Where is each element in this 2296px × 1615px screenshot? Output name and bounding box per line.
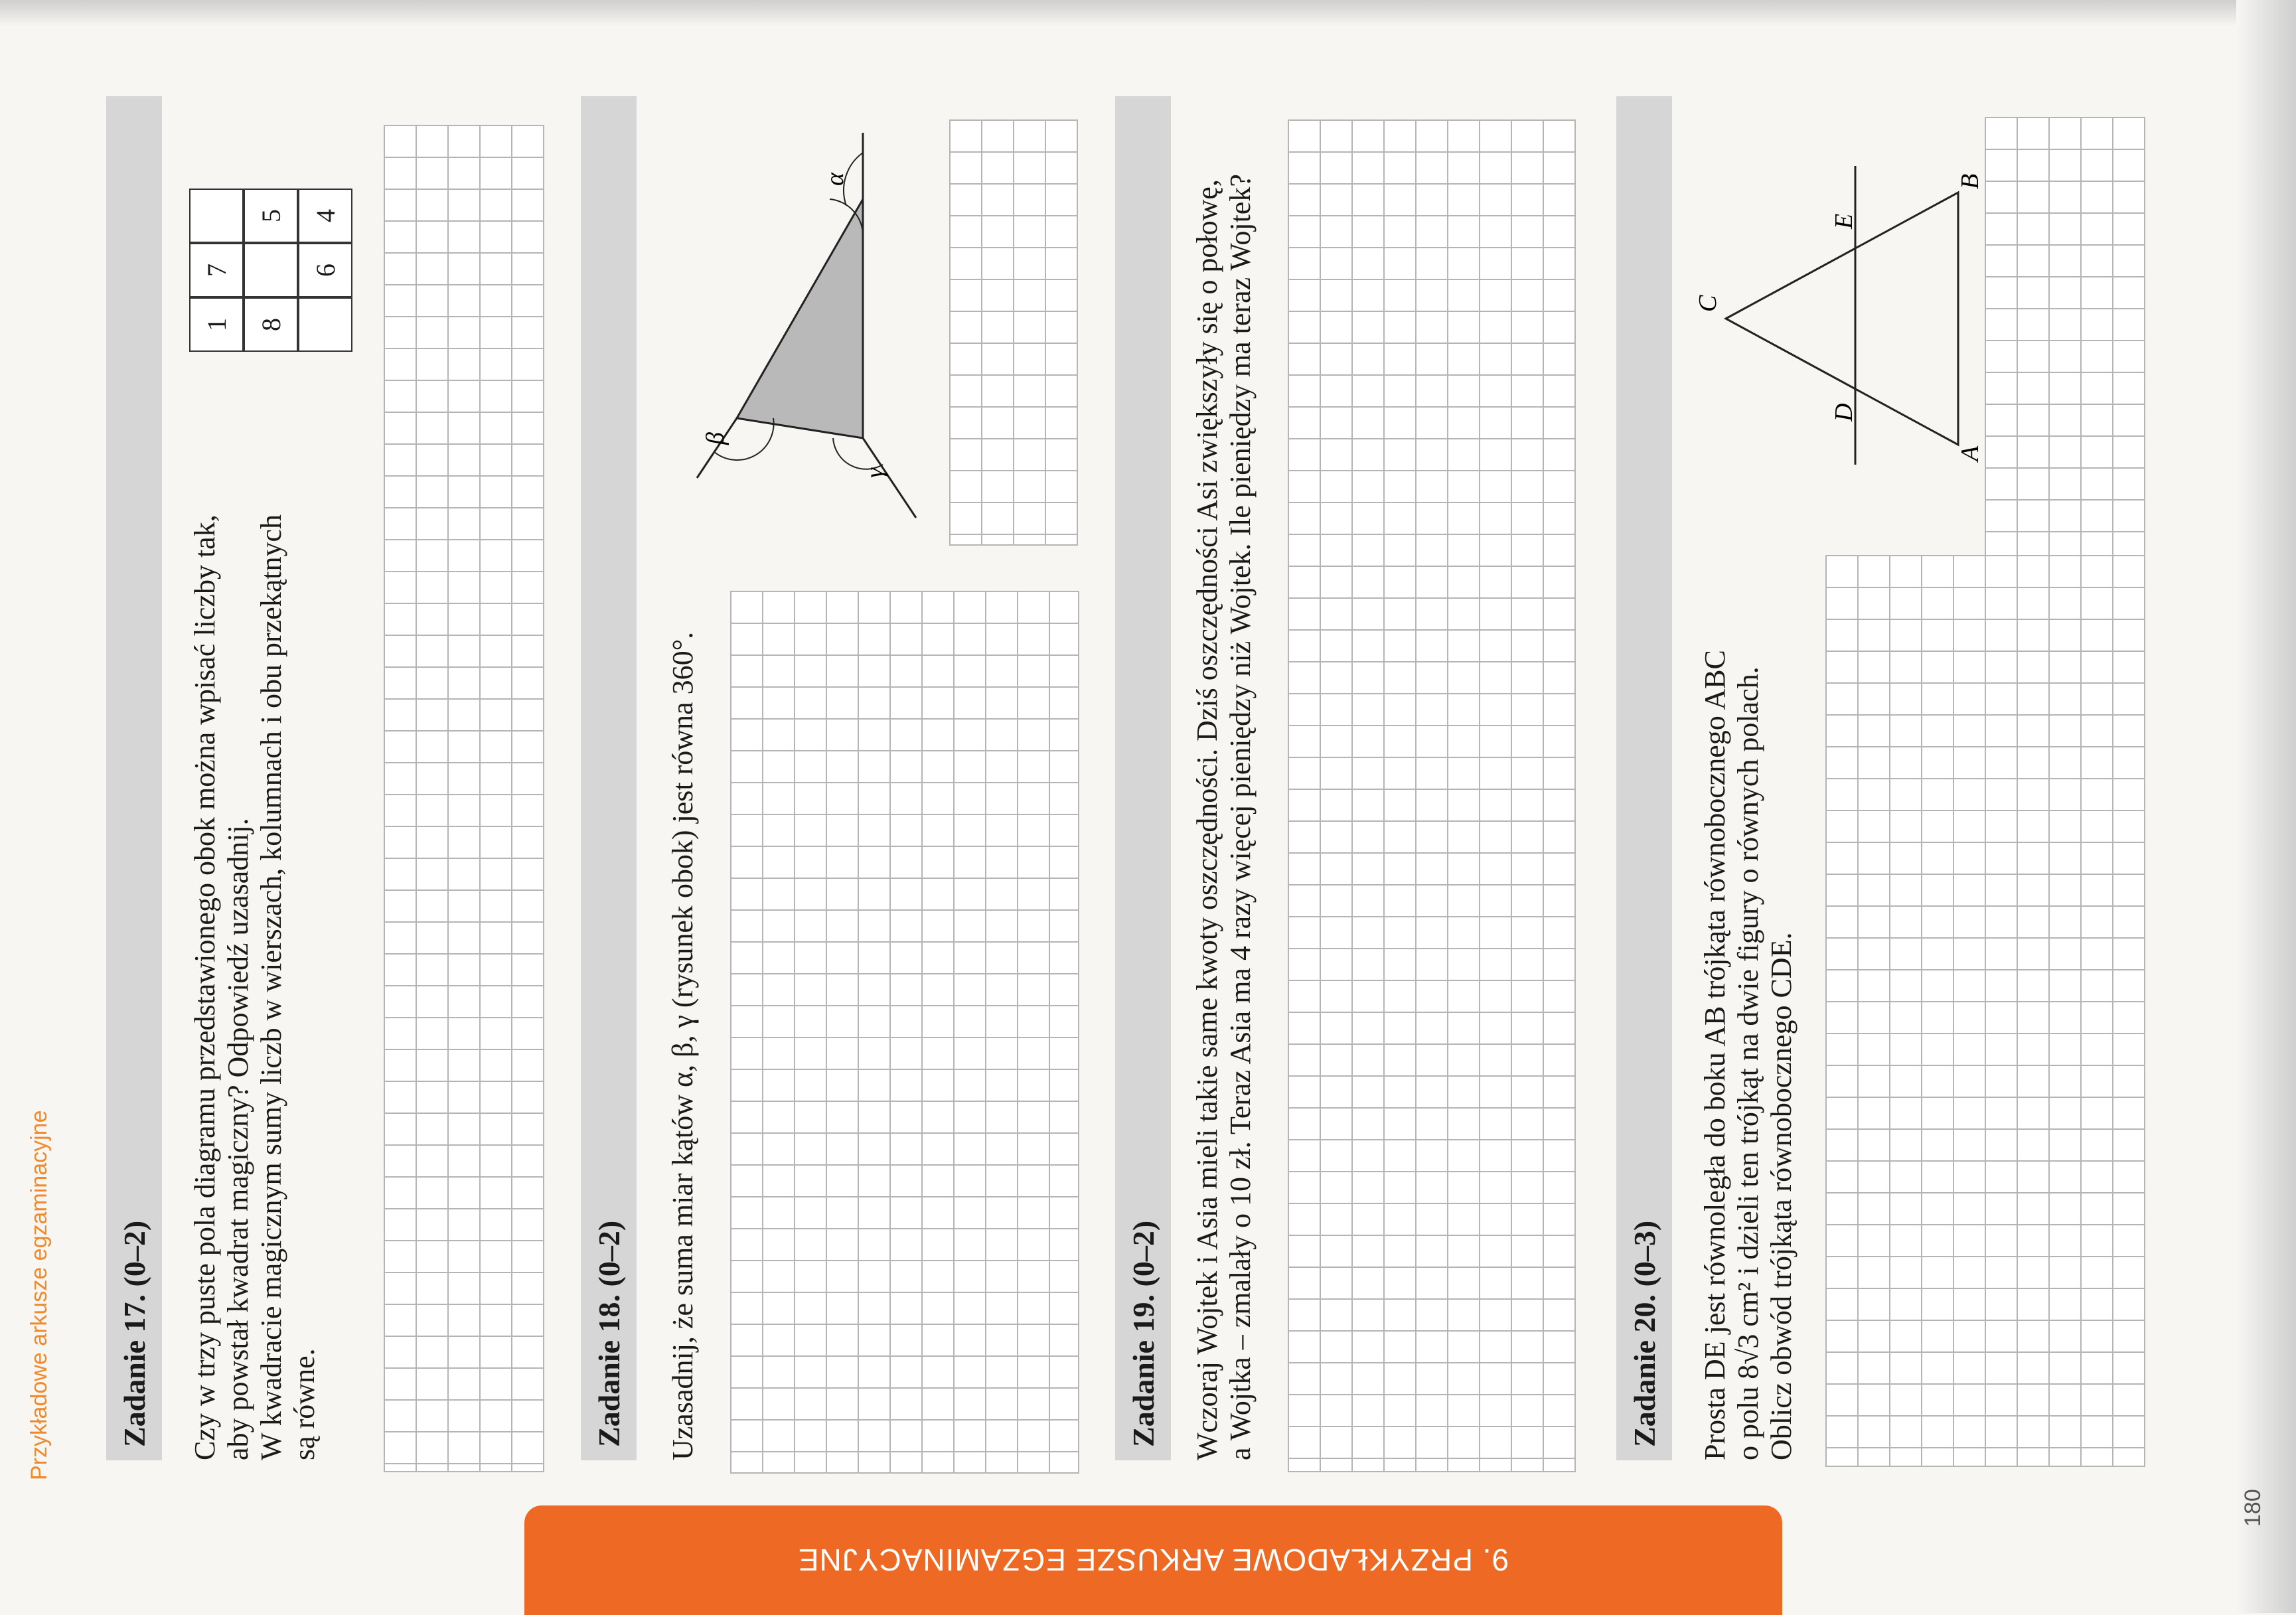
running-header: Przykładowe arkusze egzaminacyjne [27, 1110, 52, 1480]
answer-grid-20-top[interactable] [1985, 117, 2145, 556]
task-19-line-1: Wczoraj Wojtek i Asia mieli takie same kwoty oszczędności. Dziś oszczędności Asi zwiększyły się o połowę, [1191, 179, 1223, 1460]
answer-grid-17[interactable] [384, 125, 544, 1472]
task-17-line-2: aby powstał kwadrat magiczny? Odpowiedź uzasadnij. [222, 818, 254, 1460]
task-18-title: Zadanie 18. (0–2) [581, 96, 637, 1460]
label-A: A [1956, 445, 1984, 461]
magic-cell-r1c1: 1 [189, 297, 244, 352]
answer-grid-19[interactable] [1288, 119, 1576, 1472]
task-18-line-1: Uzasadnij, że suma miar kątów α, β, γ (rysunek obok) jest równa 360°. [666, 631, 699, 1460]
answer-grid-18-top[interactable] [949, 119, 1078, 546]
label-gamma: γ [861, 468, 889, 478]
task-17-line-1: Czy w trzy puste pola diagramu przedstawionego obok można wpisać liczby tak, [189, 514, 221, 1460]
magic-square [189, 189, 352, 352]
page-top-shadow [0, 0, 2296, 27]
magic-cell-r2c2 [244, 243, 298, 297]
magic-cell-r3c2: 6 [298, 243, 352, 297]
angles-triangle-figure [684, 126, 949, 551]
task-20-line-3: Oblicz obwód trójkąta równobocznego CDE. [1765, 932, 1798, 1460]
chapter-tab [524, 1505, 1782, 1615]
magic-cell-r3c1 [298, 297, 352, 352]
label-beta: β [702, 432, 729, 445]
task-17-line-3: W kwadracie magicznym sumy liczb w wierszach, kolumnach i obu przekątnych [255, 514, 287, 1460]
task-19-text [1191, 96, 1257, 1460]
label-C: C [1694, 295, 1722, 312]
task-18 [581, 96, 700, 1460]
answer-grid-18-main[interactable] [730, 591, 1079, 1474]
page-right-shadow [2236, 0, 2296, 1613]
chapter-tab-label: 9. PRZYKŁADOWE ARKUSZE EGZAMINACYJNE [797, 1543, 1509, 1578]
label-alpha: α [821, 173, 849, 186]
magic-cell-r1c3 [189, 189, 244, 243]
task-19-line-2: a Wojtka – zmalały o 10 zł. Teraz Asia ma 4 razy więcej pieniędzy niż Wojtek. Ile pieniędzy ma teraz Wojtek? [1224, 174, 1257, 1460]
task-17-title: Zadanie 17. (0–2) [106, 96, 162, 1460]
equilateral-triangle-figure [1686, 159, 1984, 478]
task-19-title: Zadanie 19. (0–2) [1115, 96, 1171, 1460]
task-20-title: Zadanie 20. (0–3) [1616, 96, 1672, 1460]
magic-cell-r1c2: 7 [189, 243, 244, 297]
task-20-line-2: o polu 8√3 cm² i dzieli ten trójkąt na dwie figury o równych polach. [1732, 666, 1764, 1460]
task-19 [1115, 96, 1257, 1460]
page-number: 180 [2240, 1489, 2265, 1527]
task-17-line-4: są równe. [288, 1348, 321, 1460]
label-B: B [1956, 173, 1984, 189]
answer-grid-20-main[interactable] [1825, 555, 2145, 1467]
label-D: D [1830, 403, 1858, 422]
task-20-line-1: Prosta DE jest równoległa do boku AB trójkąta równobocznego ABC [1699, 650, 1731, 1460]
magic-cell-r2c3: 5 [244, 189, 298, 243]
magic-cell-r2c1: 8 [244, 297, 298, 352]
magic-cell-r3c3: 4 [298, 189, 352, 243]
label-E: E [1830, 213, 1858, 229]
